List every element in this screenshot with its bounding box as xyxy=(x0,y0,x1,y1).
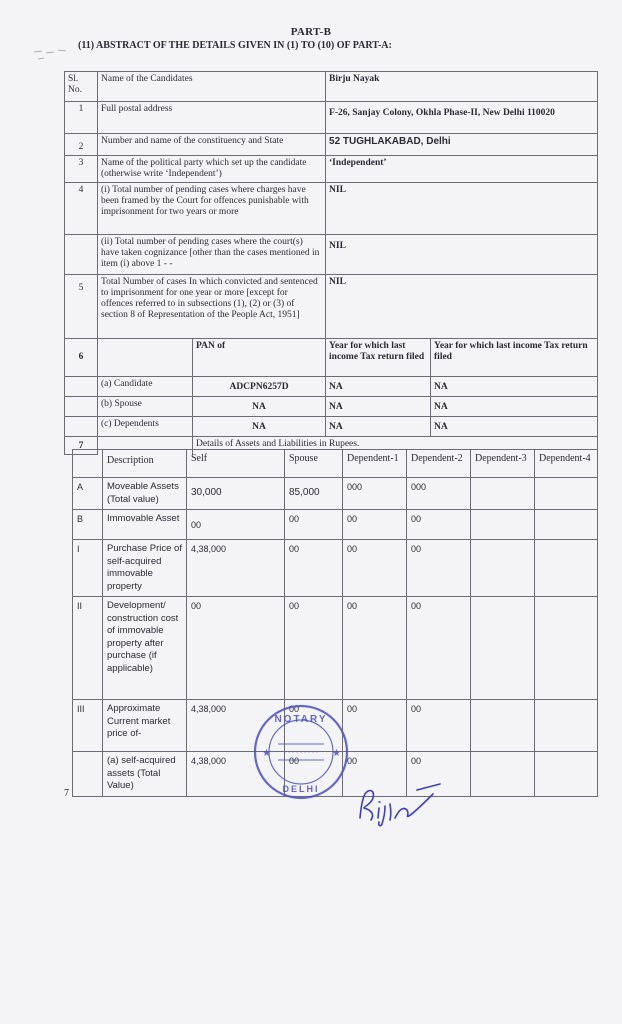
sl-no-header: Sl. No. xyxy=(65,72,98,102)
self-value: 4,38,000 xyxy=(187,752,285,797)
row-label: (ii) Total number of pending cases where the court(s) have taken cognizance [other than the cases mentioned in item (i) above 1 - - xyxy=(98,235,326,275)
self-value: 4,38,000 xyxy=(187,540,285,597)
pan-value: NA xyxy=(193,397,326,417)
col-header: Description xyxy=(103,450,187,478)
spouse-value: 00 xyxy=(285,510,343,540)
itr-value: NA xyxy=(326,417,431,437)
candidate-name: Birju Nayak xyxy=(326,72,598,102)
dependent1-value: 00 xyxy=(343,700,407,752)
col-header: Self xyxy=(187,450,285,478)
table-row xyxy=(65,417,598,437)
table-row xyxy=(65,397,598,417)
dependent1-value: 00 xyxy=(343,752,407,797)
self-value: 00 xyxy=(187,597,285,700)
dependent2-value: 00 xyxy=(407,540,471,597)
row-label: Name of the Candidates xyxy=(98,72,326,102)
row-code: B xyxy=(73,510,103,540)
svg-text:DELHI: DELHI xyxy=(282,784,320,794)
table-row xyxy=(73,510,598,540)
col-header: Spouse xyxy=(285,450,343,478)
svg-text:★: ★ xyxy=(332,748,341,759)
pan-blank-cell xyxy=(98,339,193,377)
dependent4-value xyxy=(535,597,598,700)
table-row xyxy=(73,450,598,478)
constituency: 52 TUGHLAKABAD, Delhi xyxy=(326,134,598,156)
itr-value: NA xyxy=(431,397,598,417)
notary-stamp xyxy=(244,700,359,805)
section-subtitle: (11) ABSTRACT OF THE DETAILS GIVEN IN (1) TO (10) OF PART-A: xyxy=(78,40,392,51)
itr-value: NA xyxy=(431,417,598,437)
pending-cases-cognizance: NIL xyxy=(326,235,598,275)
dependent4-value xyxy=(535,510,598,540)
spouse-value: 00 xyxy=(285,700,343,752)
self-value: 4,38,000 xyxy=(187,700,285,752)
dependent4-value xyxy=(535,540,598,597)
candidate-summary-table xyxy=(64,71,598,455)
row-code: II xyxy=(73,597,103,700)
dependent3-value xyxy=(471,700,535,752)
party-name: ‘Independent’ xyxy=(326,156,598,183)
row-label: Name of the political party which set up the candidate (otherwise write ‘Independent’) xyxy=(98,156,326,183)
pan-row-label: (b) Spouse xyxy=(98,397,193,417)
postal-address: F-26, Sanjay Colony, Okhla Phase-II, New Delhi 110020 xyxy=(326,102,598,134)
row-no: 6 xyxy=(65,339,98,377)
dependent3-value xyxy=(471,540,535,597)
self-value: 00 xyxy=(187,510,285,540)
pan-value: ADCPN6257D xyxy=(193,377,326,397)
pan-value: NA xyxy=(193,417,326,437)
dependent2-value: 00 xyxy=(407,597,471,700)
itr-value: NA xyxy=(431,377,598,397)
row-desc: Purchase Price of self-acquired immovable property xyxy=(103,540,187,597)
dependent1-value: 00 xyxy=(343,540,407,597)
spouse-value: 85,000 xyxy=(285,478,343,510)
page-number: 7 xyxy=(64,788,69,799)
row-label: (i) Total number of pending cases where charges have been framed by the Court for offences punishable with imprisonment for two years or more xyxy=(98,183,326,235)
table-row xyxy=(73,540,598,597)
dependent3-value xyxy=(471,510,535,540)
self-value: 30,000 xyxy=(187,478,285,510)
row-no: 5 xyxy=(65,275,98,339)
col-header: Dependent-4 xyxy=(535,450,598,478)
spouse-value: 00 xyxy=(285,597,343,700)
row-desc: Moveable Assets (Total value) xyxy=(103,478,187,510)
row-desc: Development/ construction cost of immovable property after purchase (if applicable) xyxy=(103,597,187,700)
table-row xyxy=(73,478,598,510)
svg-text:NOTARY: NOTARY xyxy=(274,714,328,725)
pending-cases-framed: NIL xyxy=(326,183,598,235)
dependent2-value: 000 xyxy=(407,478,471,510)
row-no xyxy=(65,235,98,275)
table-row xyxy=(65,134,598,156)
itr-value: NA xyxy=(326,377,431,397)
dependent2-value: 00 xyxy=(407,510,471,540)
assets-caption: Details of Assets and Liabilities in Rupees. xyxy=(193,437,598,455)
scan-mark xyxy=(32,44,72,64)
row-desc: Approximate Current market price of- xyxy=(103,700,187,752)
row-no: 4 xyxy=(65,183,98,235)
dependent3-value xyxy=(471,597,535,700)
col-header: Dependent-2 xyxy=(407,450,471,478)
dependent4-value xyxy=(535,752,598,797)
dependent4-value xyxy=(535,700,598,752)
dependent2-value: 00 xyxy=(407,700,471,752)
dependent4-value xyxy=(535,478,598,510)
table-row xyxy=(73,597,598,700)
row-label: Full postal address xyxy=(98,102,326,134)
row-label: Number and name of the constituency and State xyxy=(98,134,326,156)
dependent1-value: 000 xyxy=(343,478,407,510)
col-header: Dependent-3 xyxy=(471,450,535,478)
col-header: Dependent-1 xyxy=(343,450,407,478)
spouse-value: 00 xyxy=(285,752,343,797)
itr-year-header: Year for which last income Tax return filed xyxy=(326,339,431,377)
row-code: I xyxy=(73,540,103,597)
dependent2-value: 00 xyxy=(407,752,471,797)
table-row xyxy=(65,275,598,339)
row-code xyxy=(73,752,103,797)
pan-header: PAN of xyxy=(193,339,326,377)
table-row xyxy=(65,102,598,134)
row-code: A xyxy=(73,478,103,510)
table-row xyxy=(65,235,598,275)
dependent1-value: 00 xyxy=(343,510,407,540)
dependent3-value xyxy=(471,752,535,797)
row-desc: (a) self-acquired assets (Total Value) xyxy=(103,752,187,797)
table-row xyxy=(65,183,598,235)
itr-year-header: Year for which last income Tax return filed xyxy=(431,339,598,377)
itr-value: NA xyxy=(326,397,431,417)
dependent3-value xyxy=(471,478,535,510)
row-label: Total Number of cases In which convicted and sentenced to imprisonment for one year or more [except for offences referred to in subsections (1), (2) or (3) of section 8 of Representation of the People Act, 1951] xyxy=(98,275,326,339)
pan-row-label: (a) Candidate xyxy=(98,377,193,397)
part-title: PART-B xyxy=(290,26,332,38)
dependent1-value: 00 xyxy=(343,597,407,700)
convicted-cases: NIL xyxy=(326,275,598,339)
row-no: 2 xyxy=(65,134,98,156)
signature xyxy=(355,780,450,830)
table-row xyxy=(65,156,598,183)
svg-text:★: ★ xyxy=(262,748,271,759)
row-no: 3 xyxy=(65,156,98,183)
table-row xyxy=(65,72,598,102)
table-row xyxy=(65,377,598,397)
row-no: 7 xyxy=(65,437,98,455)
row-code: III xyxy=(73,700,103,752)
spouse-value: 00 xyxy=(285,540,343,597)
row-desc: Immovable Asset xyxy=(103,510,187,540)
table-row xyxy=(65,339,598,377)
pan-row-label: (c) Dependents xyxy=(98,417,193,437)
row-no: 1 xyxy=(65,102,98,134)
